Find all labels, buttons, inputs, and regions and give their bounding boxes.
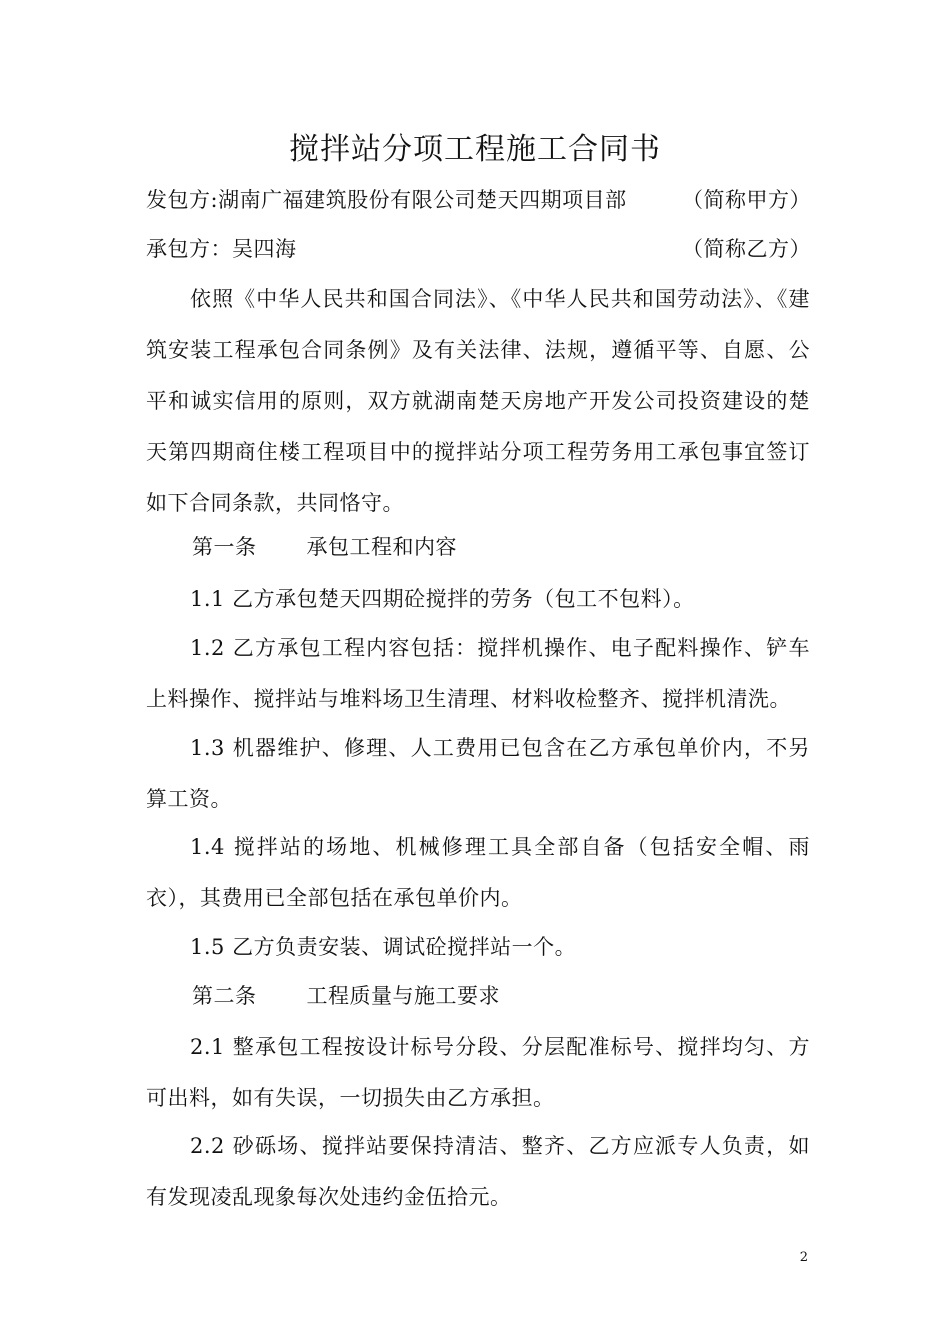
document-title: 搅拌站分项工程施工合同书 <box>289 132 661 167</box>
article-2-title: 工程质量与施工要求 <box>306 984 500 1008</box>
party-b-line <box>146 234 811 264</box>
party-b-text: 承包方：吴四海 <box>146 237 297 261</box>
clause-1-1: 1.1 乙方承包楚天四期砼搅拌的劳务（包工不包料）。 <box>190 587 695 611</box>
article-2-number: 第二条 <box>192 984 257 1008</box>
clause-1-2: 1.2 乙方承包工程内容包括：搅拌机操作、电子配料操作、铲车上料操作、搅拌站与堆料场卫生清理、材料收检整齐、搅拌机清洗。 <box>146 636 810 711</box>
page-number: 2 <box>799 1250 808 1265</box>
party-b-short: （简称乙方） <box>682 237 811 261</box>
article-1-number: 第一条 <box>192 535 257 559</box>
preamble-paragraph: 依照《中华人民共和国合同法》、《中华人民共和国劳动法》、《建筑安装工程承包合同条例》及有关法律、法规，遵循平等、自愿、公平和诚实信用的原则，双方就湖南楚天房地产开发公司投资建设的楚天第四期商住楼工程项目中的搅拌站分项工程劳务用工承包事宜签订如下合同条款，共同恪守。 <box>146 287 810 515</box>
article-1-heading <box>192 532 457 562</box>
article-1-title: 承包工程和内容 <box>306 535 457 559</box>
party-a-line <box>146 185 811 215</box>
article-2-heading <box>192 981 500 1011</box>
clause-1-5: 1.5 乙方负责安装、调试砼搅拌站一个。 <box>190 935 577 959</box>
party-a-text: 发包方:湖南广福建筑股份有限公司楚天四期项目部 <box>146 188 627 212</box>
clause-2-2: 2.2 砂砾场、搅拌站要保持清洁、整齐、乙方应派专人负责，如有发现凌乱现象每次处违约金伍拾元。 <box>146 1134 810 1209</box>
clause-2-1: 2.1 整承包工程按设计标号分段、分层配准标号、搅拌均匀、方可出料，如有失误，一切损失由乙方承担。 <box>146 1035 810 1110</box>
clause-1-4: 1.4 搅拌站的场地、机械修理工具全部自备（包括安全帽、雨衣），其费用已全部包括在承包单价内。 <box>146 835 810 910</box>
party-a-short: （简称甲方） <box>682 188 811 212</box>
clause-1-3: 1.3 机器维护、修理、人工费用已包含在乙方承包单价内，不另算工资。 <box>146 736 810 811</box>
